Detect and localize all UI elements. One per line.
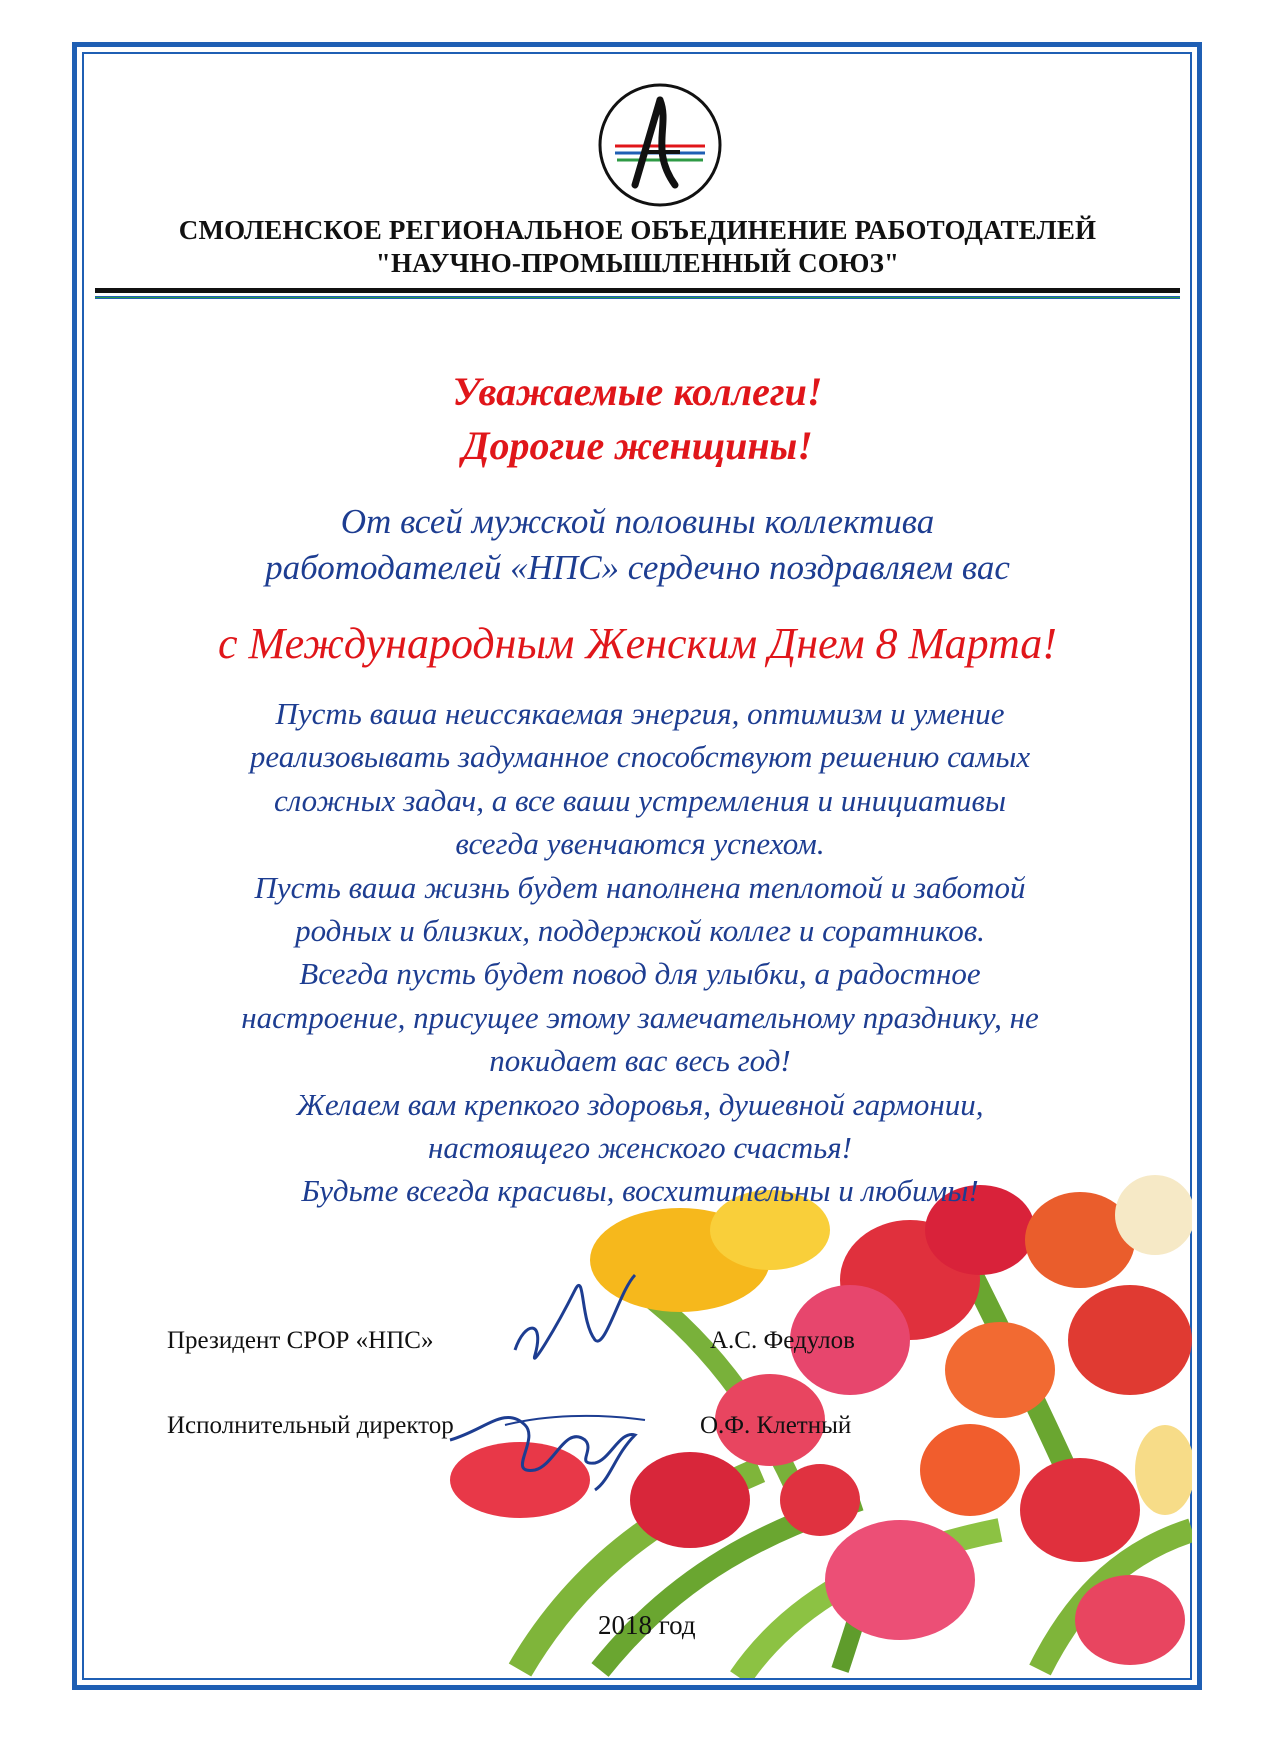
wish-line: сложных задач, а все ваши устремления и инициативы: [273, 782, 1007, 818]
document-year: 2018 год: [598, 1610, 696, 1640]
wish-line: Желаем вам крепкого здоровья, душевной гармонии,: [296, 1086, 984, 1122]
greeting-colleagues: Уважаемые коллеги!: [452, 369, 823, 414]
organization-subname: "НАУЧНО-ПРОМЫШЛЕННЫЙ СОЮЗ": [375, 248, 900, 278]
wish-line: покидает вас весь год!: [489, 1043, 791, 1079]
wish-line: Пусть ваша неиссякаемая энергия, оптимизм и умение: [275, 696, 1005, 731]
header-divider: [95, 288, 1180, 293]
intro-line: работодателей «НПС» сердечно поздравляем вас: [265, 548, 1010, 587]
executive-director-name: О.Ф. Клетный: [700, 1412, 852, 1439]
holiday-title: с Международным Женским Днем 8 Марта!: [218, 619, 1057, 668]
wish-line: настроение, присущее этому замечательному празднику, не: [241, 999, 1039, 1035]
wish-line: Пусть ваша жизнь будет наполнена теплотой и заботой: [254, 869, 1026, 905]
wish-line: Всегда пусть будет повод для улыбки, а радостное: [299, 956, 981, 992]
president-title: Президент СРОР «НПС»: [167, 1327, 434, 1354]
president-signature-icon: [505, 1260, 665, 1380]
organization-name: СМОЛЕНСКОЕ РЕГИОНАЛЬНОЕ ОБЪЕДИНЕНИЕ РАБОТОДАТЕЛЕЙ: [178, 215, 1097, 245]
director-signature-icon: [445, 1385, 685, 1495]
wish-line: реализовывать задуманное способствуют решению самых: [249, 739, 1031, 775]
executive-director-title: Исполнительный директор: [167, 1412, 454, 1439]
wishes-text: [110, 692, 1170, 1213]
wish-line: родных и близких, поддержкой коллег и соратников.: [295, 913, 985, 949]
president-name: А.С. Федулов: [710, 1327, 855, 1354]
wish-line: настоящего женского счастья!: [428, 1130, 852, 1166]
greeting-women: Дорогие женщины!: [462, 423, 813, 468]
organization-logo-icon: [595, 80, 725, 210]
wish-line: Будьте всегда красивы, восхитительны и любимы!: [301, 1173, 979, 1209]
header-color-stripe: [95, 296, 1180, 300]
wish-line: всегда увенчаются успехом.: [455, 826, 825, 862]
intro-line: От всей мужской половины коллектива: [340, 502, 935, 541]
